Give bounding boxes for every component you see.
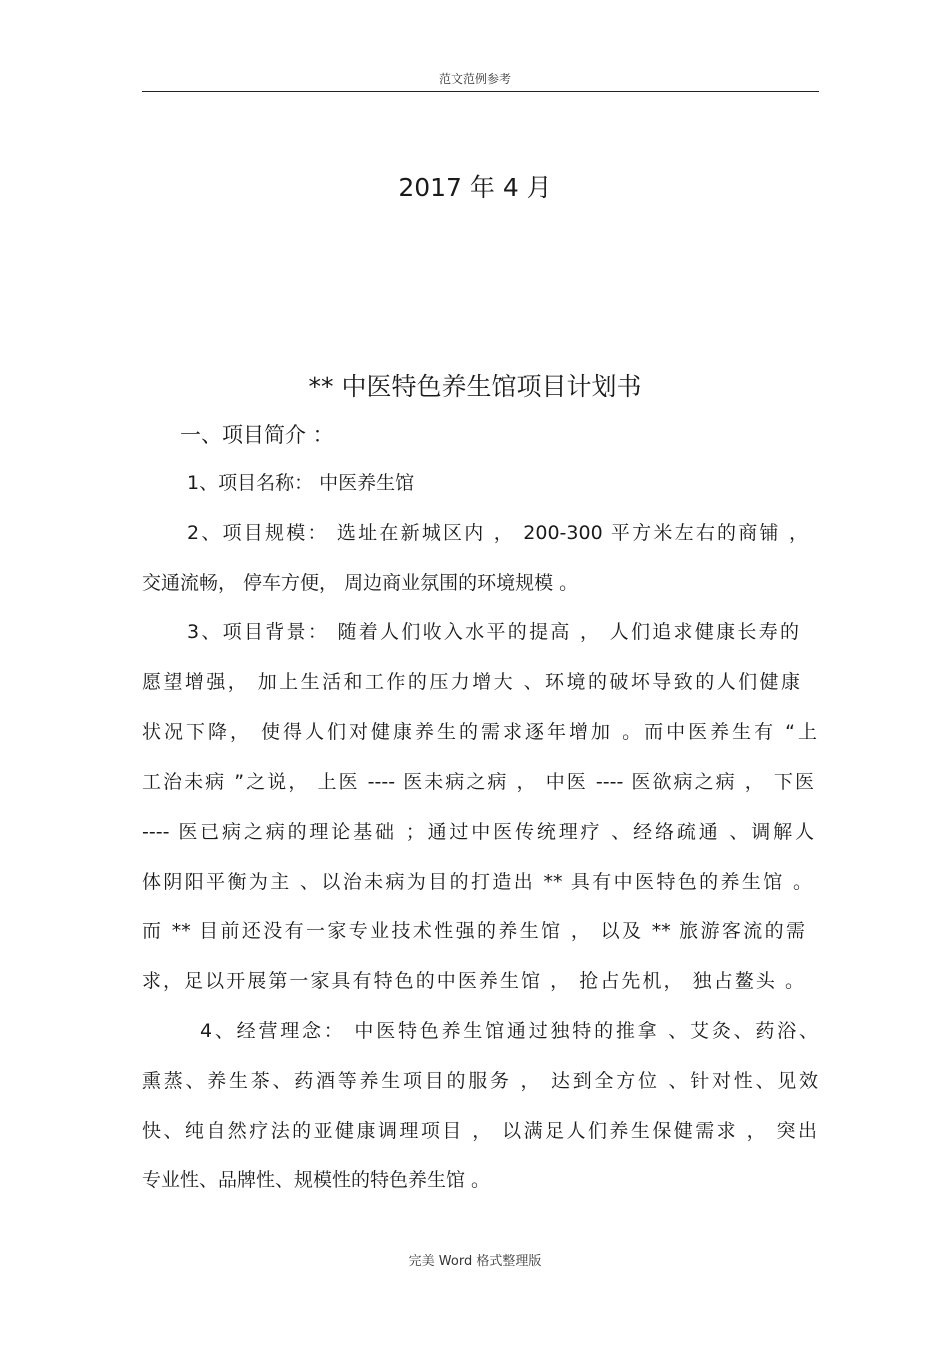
page-header: 范文范例参考	[438, 72, 511, 86]
item-3-background-line-3: 状况下降， 使得人们对健康养生的需求逐年增加 。而中医养生有 “上	[142, 721, 817, 743]
item-3-background-line-2: 愿望增强， 加上生活和工作的压力增大 、环境的破坏导致的人们健康	[142, 671, 800, 693]
page-footer: 完美 Word 格式整理版	[408, 1254, 542, 1269]
document-date: 2017 年 4 月	[398, 173, 552, 202]
section-heading: 一、项目简介 ：	[180, 423, 334, 447]
item-3-background-line-4: 工治未病 ”之说， 上医 ---- 医未病之病 ， 中医 ---- 医欲病之病 ， 下医	[142, 771, 814, 793]
item-3-background-line-6: 体阴阳平衡为主 、以治未病为目的打造出 ** 具有中医特色的养生馆 。	[142, 871, 812, 893]
item-4-philosophy-line-1: 4、经营理念： 中医特色养生馆通过独特的推拿 、艾灸、药浴、	[200, 1020, 818, 1042]
item-2-scale-line-2: 交通流畅， 停车方便， 周边商业氛围的环境规模 。	[142, 572, 579, 594]
item-3-background-line-7: 而 ** 目前还没有一家专业技术性强的养生馆 ， 以及 ** 旅游客流的需	[142, 920, 805, 942]
item-4-philosophy-line-4: 专业性、品牌性、规模性的特色养生馆 。	[142, 1169, 491, 1191]
item-3-background-line-1: 3、项目背景： 随着人们收入水平的提高 ， 人们追求健康长寿的	[187, 621, 799, 643]
document-title: ** 中医特色养生馆项目计划书	[308, 372, 642, 401]
item-4-philosophy-line-3: 快、纯自然疗法的亚健康调理项目 ， 以满足人们养生保健需求 ， 突出	[142, 1120, 817, 1142]
item-3-background-line-5: ---- 医已病之病的理论基础 ；通过中医传统理疗 、经络疏通 、调解人	[142, 821, 814, 843]
item-3-background-line-8: 求，足以开展第一家具有特色的中医养生馆 ， 抢占先机， 独占鳌头 。	[142, 970, 804, 992]
item-4-philosophy-line-2: 熏蒸、养生茶、药酒等养生项目的服务 ， 达到全方位 、针对性、见效	[142, 1070, 818, 1092]
header-divider	[142, 91, 819, 92]
item-2-scale-line-1: 2、项目规模： 选址在新城区内 ， 200-300 平方米左右的商铺 ，	[187, 522, 808, 544]
item-1-name: 1、项目名称： 中医养生馆	[187, 472, 415, 494]
